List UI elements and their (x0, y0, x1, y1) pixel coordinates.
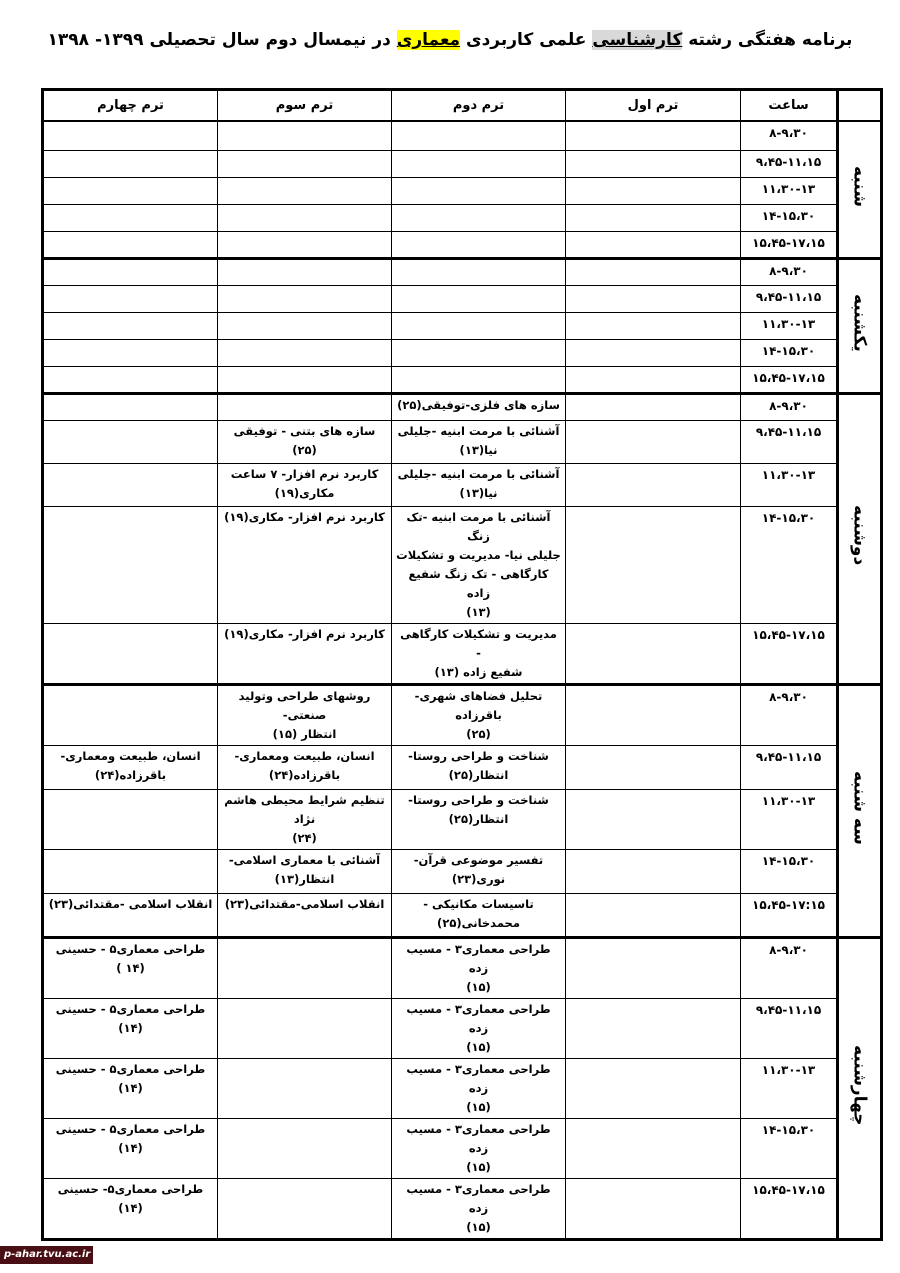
course-cell-term-3 (218, 1058, 392, 1118)
course-cell-term-2: طراحی معماری۳ - مسیب زده (۱۵) (392, 1178, 566, 1239)
course-cell-term-1 (566, 150, 741, 177)
course-cell-term-3: انقلاب اسلامی-مقتدائی(۲۳) (218, 893, 392, 937)
schedule-row (43, 789, 882, 849)
header-term-1: ترم اول (566, 90, 741, 122)
schedule-row (43, 231, 882, 258)
course-cell-term-4: انسان، طبیعت ومعماری- باقرزاده(۲۴) (43, 745, 218, 789)
day-name: دوشنبه (849, 505, 870, 566)
course-cell-term-2 (392, 339, 566, 366)
time-slot: ۱۵،۴۵-۱۷،۱۵ (741, 231, 838, 258)
course-cell-term-2: سازه های فلزی-توفیقی(۲۵) (392, 393, 566, 420)
course-cell-term-2: شناخت و طراحی روستا- انتظار(۲۵) (392, 745, 566, 789)
schedule-row (43, 285, 882, 312)
course-cell-term-2: آشنائی با مرمت ابنیه -تک زنگ جلیلی نیا- مدیریت و تشکیلات کارگاهی - تک زنگ شفیع زاده (۱۳) (392, 506, 566, 623)
course-cell-term-1 (566, 506, 741, 623)
schedule-row (43, 684, 882, 745)
course-cell-term-1 (566, 893, 741, 937)
schedule-row (43, 506, 882, 623)
course-cell-term-2: طراحی معماری۳ - مسیب زده (۱۵) (392, 1058, 566, 1118)
course-cell-term-2 (392, 231, 566, 258)
course-cell-term-1 (566, 1178, 741, 1239)
course-cell-term-1 (566, 937, 741, 998)
course-cell-term-2 (392, 285, 566, 312)
course-cell-term-2 (392, 150, 566, 177)
course-cell-term-4 (43, 177, 218, 204)
title-degree-highlight: کارشناسی (592, 30, 683, 50)
time-slot: ۱۴-۱۵،۳۰ (741, 1118, 838, 1178)
time-slot: ۱۴-۱۵،۳۰ (741, 339, 838, 366)
time-slot: ۱۵،۴۵-۱۷:۱۵ (741, 893, 838, 937)
schedule-row (43, 463, 882, 506)
course-cell-term-1 (566, 366, 741, 393)
schedule-row (43, 420, 882, 463)
schedule-row (43, 366, 882, 393)
time-slot: ۹،۴۵-۱۱،۱۵ (741, 998, 838, 1058)
time-slot: ۹،۴۵-۱۱،۱۵ (741, 150, 838, 177)
schedule-row (43, 893, 882, 937)
time-slot: ۱۴-۱۵،۳۰ (741, 204, 838, 231)
course-cell-term-4 (43, 231, 218, 258)
course-cell-term-2: طراحی معماری۳ - مسیب زده (۱۵) (392, 998, 566, 1058)
course-cell-term-3 (218, 937, 392, 998)
course-cell-term-3 (218, 204, 392, 231)
day-label-sat (838, 121, 882, 258)
course-cell-term-1 (566, 285, 741, 312)
course-cell-term-4 (43, 623, 218, 684)
day-name: یکشنبه (849, 293, 870, 352)
course-cell-term-2 (392, 121, 566, 150)
course-cell-term-1 (566, 849, 741, 893)
schedule-row (43, 312, 882, 339)
time-slot: ۱۱،۳۰-۱۳ (741, 463, 838, 506)
course-cell-term-1 (566, 789, 741, 849)
course-cell-term-3 (218, 1118, 392, 1178)
course-cell-term-4 (43, 312, 218, 339)
course-cell-term-4 (43, 121, 218, 150)
course-cell-term-1 (566, 339, 741, 366)
course-cell-term-4 (43, 204, 218, 231)
course-cell-term-1 (566, 998, 741, 1058)
time-slot: ۹،۴۵-۱۱،۱۵ (741, 285, 838, 312)
header-term-2: ترم دوم (392, 90, 566, 122)
day-name: شنبه (849, 165, 870, 207)
course-cell-term-2: شناخت و طراحی روستا- انتظار(۲۵) (392, 789, 566, 849)
course-cell-term-1 (566, 1118, 741, 1178)
time-slot: ۸-۹،۳۰ (741, 121, 838, 150)
course-cell-term-1 (566, 1058, 741, 1118)
title-part-1: برنامه هفتگی رشته (682, 30, 853, 50)
course-cell-term-1 (566, 745, 741, 789)
schedule-row (43, 745, 882, 789)
course-cell-term-4: انقلاب اسلامی -مقتدائی(۲۳) (43, 893, 218, 937)
course-cell-term-4 (43, 789, 218, 849)
header-term-3: ترم سوم (218, 90, 392, 122)
course-cell-term-2: آشنائی با مرمت ابنیه -جلیلی نیا(۱۳) (392, 463, 566, 506)
course-cell-term-2: تحلیل فضاهای شهری- باقرزاده (۲۵) (392, 684, 566, 745)
header-row (43, 90, 882, 122)
course-cell-term-2: تفسیر موضوعی قرآن- نوری(۲۳) (392, 849, 566, 893)
header-time: ساعت (741, 90, 838, 122)
time-slot: ۸-۹،۳۰ (741, 258, 838, 285)
schedule-row (43, 177, 882, 204)
course-cell-term-1 (566, 312, 741, 339)
day-name: چهارشنبه (849, 1044, 870, 1126)
schedule-row (43, 937, 882, 998)
time-slot: ۱۴-۱۵،۳۰ (741, 506, 838, 623)
schedule-body (43, 121, 882, 1239)
weekly-schedule-table (41, 88, 883, 1241)
course-cell-term-2: تاسیسات مکانیکی - محمدخانی(۲۵) (392, 893, 566, 937)
course-cell-term-2 (392, 177, 566, 204)
course-cell-term-4 (43, 684, 218, 745)
course-cell-term-4 (43, 339, 218, 366)
course-cell-term-1 (566, 258, 741, 285)
course-cell-term-2: مدیریت و تشکیلات کارگاهی - شفیع زاده (۱۳) (392, 623, 566, 684)
schedule-row (43, 1178, 882, 1239)
course-cell-term-1 (566, 684, 741, 745)
course-cell-term-2 (392, 204, 566, 231)
time-slot: ۱۱،۳۰-۱۳ (741, 789, 838, 849)
schedule-row (43, 204, 882, 231)
course-cell-term-3 (218, 258, 392, 285)
time-slot: ۹،۴۵-۱۱،۱۵ (741, 420, 838, 463)
time-slot: ۱۴-۱۵،۳۰ (741, 849, 838, 893)
course-cell-term-4: طراحی معماری۵ - حسینی (۱۴) (43, 1118, 218, 1178)
course-cell-term-3: کاربرد نرم افزار- مکاری(۱۹) (218, 623, 392, 684)
course-cell-term-4 (43, 463, 218, 506)
course-cell-term-4: طراحی معماری۵ - حسینی (۱۴) (43, 998, 218, 1058)
schedule-row (43, 150, 882, 177)
course-cell-term-1 (566, 231, 741, 258)
header-term-4: ترم چهارم (43, 90, 218, 122)
course-cell-term-4 (43, 506, 218, 623)
day-name: سه شنبه (849, 770, 870, 845)
course-cell-term-1 (566, 177, 741, 204)
schedule-row (43, 1118, 882, 1178)
course-cell-term-3 (218, 285, 392, 312)
course-cell-term-2 (392, 366, 566, 393)
course-cell-term-3: روشهای طراحی وتولید صنعتی- انتظار (۱۵) (218, 684, 392, 745)
day-label-tue (838, 684, 882, 937)
course-cell-term-4 (43, 150, 218, 177)
course-cell-term-4 (43, 849, 218, 893)
time-slot: ۸-۹،۳۰ (741, 684, 838, 745)
course-cell-term-2: طراحی معماری۳ - مسیب زده (۱۵) (392, 937, 566, 998)
course-cell-term-3 (218, 312, 392, 339)
schedule-row (43, 1058, 882, 1118)
schedule-row (43, 998, 882, 1058)
course-cell-term-3: کاربرد نرم افزار- مکاری(۱۹) (218, 506, 392, 623)
course-cell-term-3 (218, 366, 392, 393)
time-slot: ۱۱،۳۰-۱۳ (741, 1058, 838, 1118)
page-title (0, 30, 900, 50)
course-cell-term-4 (43, 285, 218, 312)
course-cell-term-4 (43, 258, 218, 285)
day-label-wed (838, 937, 882, 1239)
schedule-row (43, 258, 882, 285)
course-cell-term-3 (218, 393, 392, 420)
time-slot: ۱۵،۴۵-۱۷،۱۵ (741, 623, 838, 684)
course-cell-term-3 (218, 177, 392, 204)
title-part-3: علمی کاربردی (460, 30, 593, 50)
course-cell-term-3 (218, 150, 392, 177)
course-cell-term-1 (566, 623, 741, 684)
course-cell-term-3: انسان، طبیعت ومعماری- باقرزاده(۲۴) (218, 745, 392, 789)
course-cell-term-1 (566, 121, 741, 150)
course-cell-term-4 (43, 393, 218, 420)
course-cell-term-3: آشنائی با معماری اسلامی- انتظار(۱۳) (218, 849, 392, 893)
course-cell-term-4: طراحی معماری۵- حسینی (۱۴) (43, 1178, 218, 1239)
course-cell-term-1 (566, 204, 741, 231)
course-cell-term-2 (392, 312, 566, 339)
time-slot: ۱۱،۳۰-۱۳ (741, 312, 838, 339)
course-cell-term-3 (218, 339, 392, 366)
course-cell-term-4 (43, 366, 218, 393)
course-cell-term-3: سازه های بتنی - توفیقی (۲۵) (218, 420, 392, 463)
title-major-highlight: معماری (396, 30, 461, 50)
course-cell-term-3 (218, 231, 392, 258)
schedule-row (43, 339, 882, 366)
schedule-row (43, 849, 882, 893)
schedule-row (43, 623, 882, 684)
course-cell-term-1 (566, 463, 741, 506)
header-day-corner (838, 90, 882, 122)
time-slot: ۸-۹،۳۰ (741, 937, 838, 998)
course-cell-term-3: کاربرد نرم افزار- ۷ ساعت مکاری(۱۹) (218, 463, 392, 506)
day-label-mon (838, 393, 882, 684)
schedule-row (43, 393, 882, 420)
site-url-badge: p-ahar.tvu.ac.ir (0, 1246, 93, 1264)
course-cell-term-3: تنظیم شرایط محیطی هاشم نژاد (۲۴) (218, 789, 392, 849)
course-cell-term-4: طراحی معماری۵ - حسینی (۱۴ ) (43, 937, 218, 998)
time-slot: ۱۵،۴۵-۱۷،۱۵ (741, 1178, 838, 1239)
time-slot: ۹،۴۵-۱۱،۱۵ (741, 745, 838, 789)
course-cell-term-3 (218, 121, 392, 150)
schedule-row (43, 121, 882, 150)
course-cell-term-3 (218, 1178, 392, 1239)
course-cell-term-1 (566, 393, 741, 420)
time-slot: ۸-۹،۳۰ (741, 393, 838, 420)
course-cell-term-4: طراحی معماری۵ - حسینی (۱۴) (43, 1058, 218, 1118)
course-cell-term-2 (392, 258, 566, 285)
course-cell-term-4 (43, 420, 218, 463)
course-cell-term-3 (218, 998, 392, 1058)
course-cell-term-1 (566, 420, 741, 463)
title-part-5: در نیمسال دوم سال تحصیلی ۱۳۹۹- ۱۳۹۸ (47, 30, 397, 50)
course-cell-term-2: آشنائی با مرمت ابنیه -جلیلی نیا(۱۳) (392, 420, 566, 463)
course-cell-term-2: طراحی معماری۳ - مسیب زده (۱۵) (392, 1118, 566, 1178)
time-slot: ۱۵،۴۵-۱۷،۱۵ (741, 366, 838, 393)
day-label-sun (838, 258, 882, 393)
time-slot: ۱۱،۳۰-۱۳ (741, 177, 838, 204)
